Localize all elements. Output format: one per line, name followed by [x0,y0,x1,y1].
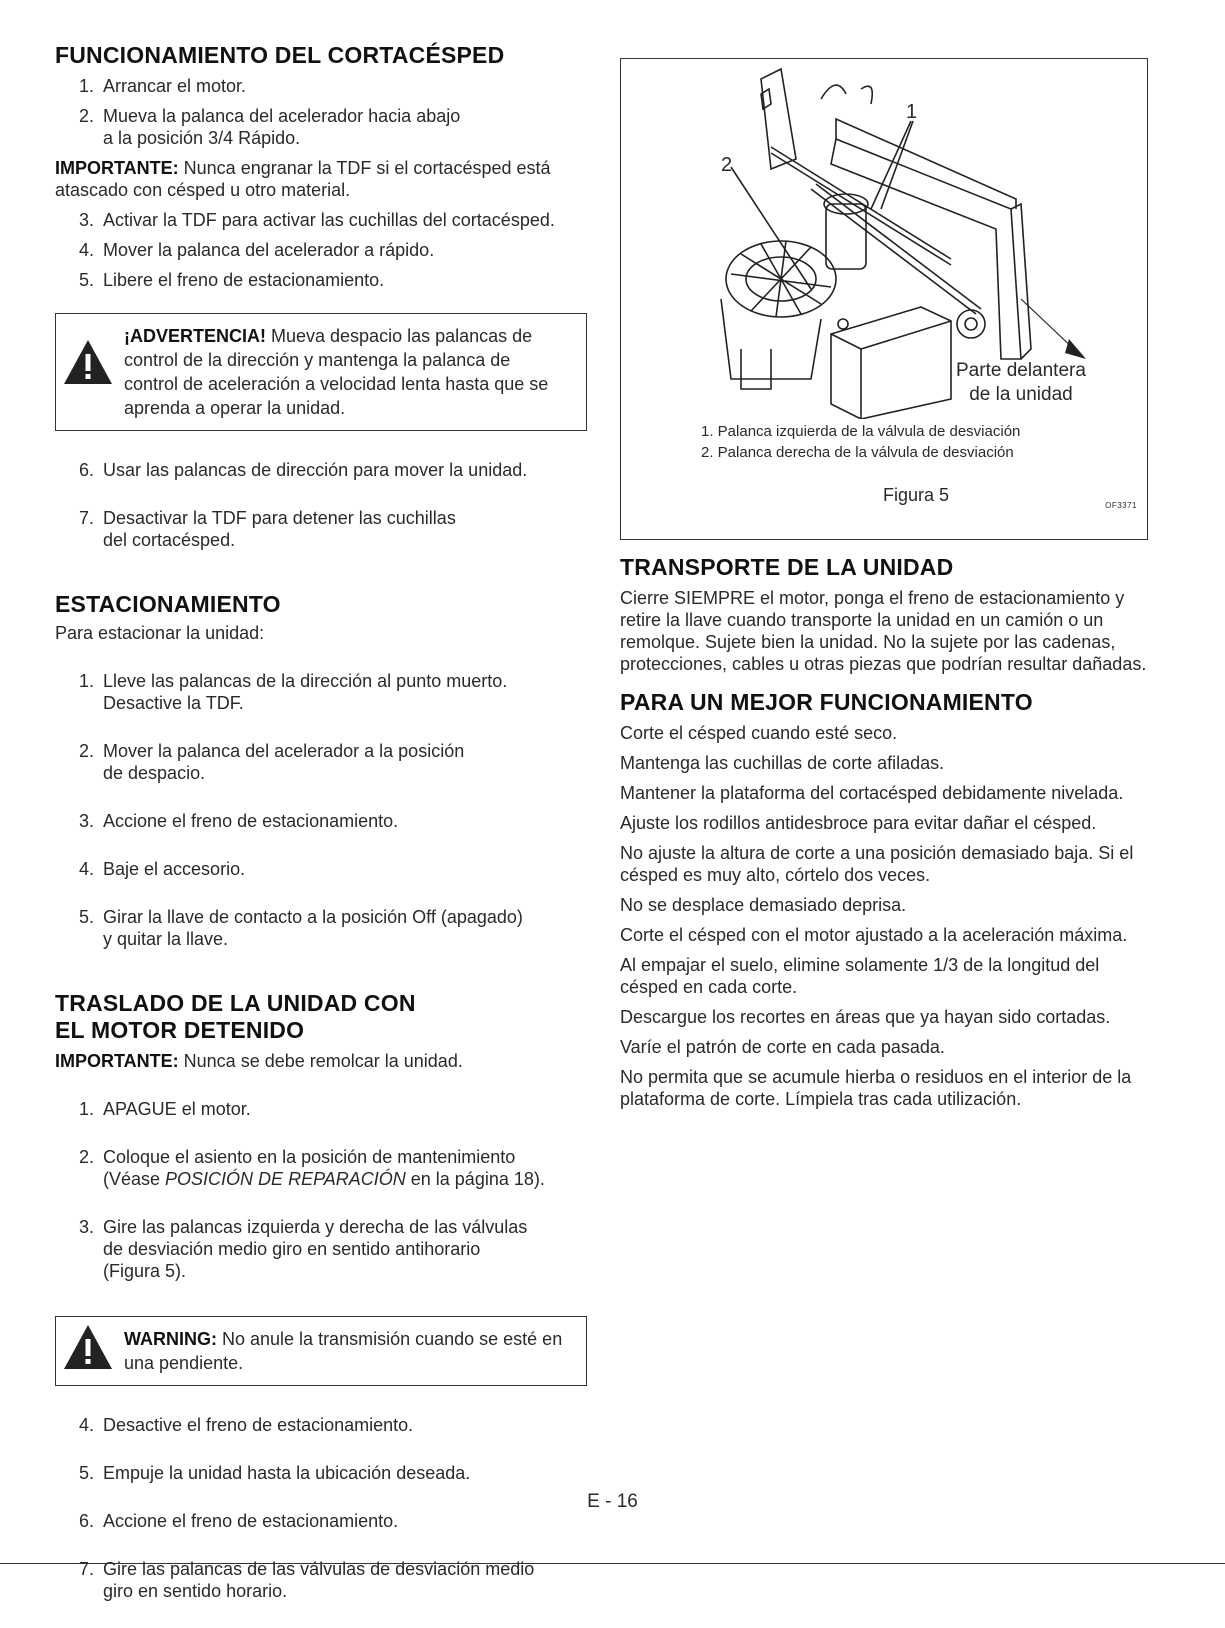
front-label-line2: de la unidad [969,384,1073,405]
list-item: 5. Girar la llave de contacto a la posición Off (apagado) y quitar la llave. [79,907,523,949]
page-number: E - 16 [587,1491,638,1512]
warning-label: WARNING: [124,1329,217,1349]
warning-text: No anule la transmisión cuando se esté en una pendiente. [124,1329,563,1373]
section-title-estacionamiento: ESTACIONAMIENTO [55,591,281,617]
tip-paragraph: Varíe el patrón de corte en cada pasada. [620,1037,945,1057]
funcionamiento-steps-c [55,441,587,577]
section-title-transporte: TRANSPORTE DE LA UNIDAD [620,554,954,580]
section-title-traslado [55,990,587,1044]
important-text: Nunca engranar la TDF si el cortacésped está atascado con césped u otro material. [55,158,551,200]
list-item: 6. Usar las palancas de dirección para mover la unidad. [79,460,528,480]
traslado-steps [55,1080,587,1308]
list-item: 2. Mueva la palanca del acelerador hacia abajo a la posición 3/4 Rápido. [79,106,461,148]
traslado-important-note [55,1050,587,1072]
figure-legend [701,421,1020,463]
warning-triangle-icon [62,1323,114,1371]
important-label: IMPORTANTE: [55,1051,179,1071]
tip-paragraph: Mantenga las cuchillas de corte afiladas. [620,753,945,773]
tip-paragraph: No permita que se acumule hierba o residuos en el interior de la plataforma de corte. Límpiela tras cada utilización. [620,1067,1132,1109]
warning-label: ¡ADVERTENCIA! [124,326,266,346]
tip-paragraph: Corte el césped con el motor ajustado a la aceleración máxima. [620,925,1128,945]
bottom-rule [0,1563,1225,1564]
legend-item-2: 2. Palanca derecha de la válvula de desviación [701,444,1014,461]
important-note [55,157,587,201]
repair-position-reference: POSICIÓN DE REPARACIÓN [165,1169,406,1189]
funcionamiento-steps-b [55,209,587,291]
warning-box [55,313,587,431]
important-text: Nunca se debe remolcar la unidad. [178,1051,463,1071]
tip-paragraph: Corte el césped cuando esté seco. [620,723,898,743]
tip-paragraph: Mantener la plataforma del cortacésped debidamente nivelada. [620,783,1124,803]
list-item: 4. Desactive el freno de estacionamiento. [79,1415,414,1435]
list-item: 5. Libere el freno de estacionamiento. [79,270,385,290]
warning-box-slope [55,1316,587,1386]
tip-paragraph: No se desplace demasiado deprisa. [620,895,907,915]
left-column [55,42,587,1628]
estacionamiento-steps [55,652,587,976]
section-title-funcionamiento: FUNCIONAMIENTO DEL CORTACÉSPED [55,42,505,68]
right-column [620,58,1160,1118]
mejor-funcionamiento-list [620,722,1160,1110]
traslado-title-line2: EL MOTOR DETENIDO [55,1017,305,1043]
estacionamiento-intro: Para estacionar la unidad: [55,623,265,643]
transporte-text: Cierre SIEMPRE el motor, ponga el freno de estacionamiento y retire la llave cuando transporte la unidad en un camión o un remolque. Sujete bien la unidad. No la sujete por las cadenas, protecciones, cables u otras piezas que podrían resultar dañadas. [620,588,1147,674]
section-title-mejor-funcionamiento: PARA UN MEJOR FUNCIONAMIENTO [620,689,1033,715]
warning-triangle-icon [62,338,114,386]
list-item: 4. Mover la palanca del acelerador a rápido. [79,240,435,260]
list-item: 1. APAGUE el motor. [79,1099,251,1119]
list-item: 7. Gire las palancas de las válvulas de desviación medio giro en sentido horario. [79,1559,535,1601]
list-item: 1. Arrancar el motor. [79,76,247,96]
warning-text: Mueva despacio las palancas de control de la dirección y mantenga la palanca de control de aceleración a velocidad lenta hasta que se aprenda a operar la unidad. [124,326,549,418]
important-label: IMPORTANTE: [55,158,179,178]
tip-paragraph: Descargue los recortes en áreas que ya hayan sido cortadas. [620,1007,1111,1027]
list-item: 2. Coloque el asiento en la posición de mantenimiento (Véase POSICIÓN DE REPARACIÓN en la página 18). [79,1147,545,1189]
tip-paragraph: No ajuste la altura de corte a una posición demasiado baja. Si el césped es muy alto, córtelo dos veces. [620,843,1134,885]
list-item: 1. Lleve las palancas de la dirección al punto muerto. Desactive la TDF. [79,671,508,713]
tip-paragraph: Al empajar el suelo, elimine solamente 1/3 de la longitud del césped en cada corte. [620,955,1100,997]
list-item: 6. Accione el freno de estacionamiento. [79,1511,399,1531]
list-item: 3. Gire las palancas izquierda y derecha de las válvulas de desviación medio giro en sentido antihorario (Figura 5). [79,1217,528,1281]
funcionamiento-steps-a [55,75,587,149]
traslado-title-line1: TRASLADO DE LA UNIDAD CON [55,990,416,1016]
list-item: 7. Desactivar la TDF para detener las cuchillas del cortacésped. [79,508,456,550]
legend-item-1: 1. Palanca izquierda de la válvula de desviación [701,423,1021,440]
callout-2: 2 [721,154,733,176]
front-label-line1: Parte delantera [956,360,1086,381]
list-item: 2. Mover la palanca del acelerador a la posición de despacio. [79,741,465,783]
list-item: 3. Accione el freno de estacionamiento. [79,811,399,831]
figure-5 [620,58,1148,540]
callout-1: 1 [906,101,918,123]
front-label [956,359,1086,407]
figure-title: Figura 5 [883,485,950,505]
figure-code: OF3371 [1105,501,1137,510]
list-item: 3. Activar la TDF para activar las cuchillas del cortacésped. [79,210,555,230]
list-item: 5. Empuje la unidad hasta la ubicación deseada. [79,1463,471,1483]
tip-paragraph: Ajuste los rodillos antidesbroce para evitar dañar el césped. [620,813,1097,833]
list-item: 4. Baje el accesorio. [79,859,246,879]
